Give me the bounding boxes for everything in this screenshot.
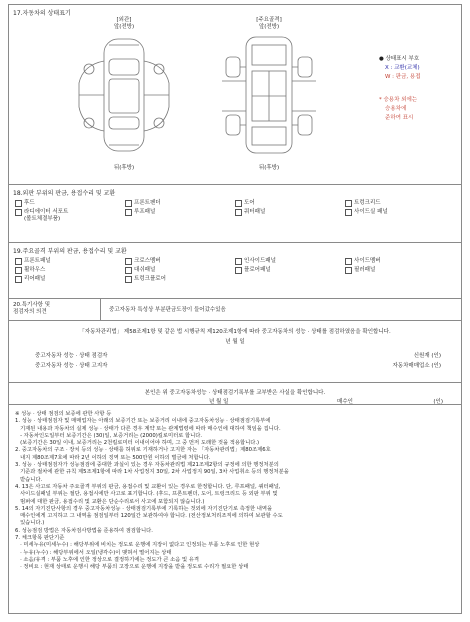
legend-note-2: 승용차에 [385,106,407,112]
note-line: 있습니다.) [15,520,45,527]
issue-statement: 본인은 위 중고자동차성능 · 상태점검기록부를 교부받은 사실을 확인합니다. [144,390,326,396]
checkbox[interactable] [345,267,352,274]
notifier-label: 중고자동차 성능 · 상태 고지자 [35,363,108,369]
note-line: 매수인에게 고지하고 그 내역을 점검일부터 120일간 보관하여야 합니다. (전산정보처리조직에 의하여 보관할 수도 [15,513,283,520]
exterior-front-label: 앞(전방) [113,24,135,30]
section-18-exterior-panels [8,184,462,242]
note-line: 기준과 절차에 관한 규칙 제5조제1항에 따라 1차 사업정지 30일, 2차 사업정지 90일, 3차 사업취소 등의 행정처분을 [15,469,289,476]
warranty-notes [8,404,462,614]
checkbox[interactable] [15,209,22,216]
note-line: 기재된 내용과 자동차의 실제 성능 · 상태가 다른 경우 계약 또는 관계법령에 따라 매수인에 대하여 책임을 집니다. [15,425,281,432]
check-item[interactable]: 프론트펜더 [125,200,235,207]
notifier-name: 자동차매매업소 (인) [392,363,441,369]
checkbox[interactable] [345,209,352,216]
check-item[interactable]: 리어패널 [15,276,125,283]
section-18-checklist [9,200,461,223]
legend-w: W : 판금, 용접 [385,74,421,80]
buyer-seal: (인) [433,399,443,405]
check-item[interactable]: 루프패널 [125,209,235,223]
car-exterior-icon [69,31,179,161]
checkbox[interactable] [15,200,22,207]
certification-statement: 「자동차관리법」 제58조제1항 및 같은 법 시행규칙 제120조제1항에 따라 중고자동차의 성능 · 상태를 점검하였음을 확인합니다. [79,329,391,335]
note-line: ※ 성능 · 상태 점검의 보증에 관한 사항 등 [15,411,112,417]
note-line: 6. 성능점검 방법은 자동차검사방법을 준용하여 점검합니다. [15,527,153,534]
note-line: · 미세누유(미세누수) : 해당부위에 비치는 정도로 운행에 지장이 없다고 인정되는 부품 노후로 인한 현상 [15,542,260,549]
section-17-vehicle-status [8,4,462,184]
legend-note-1: * 승용차 외에는 [379,97,418,103]
check-item[interactable]: 프론트패널 [15,258,125,265]
checkbox[interactable] [235,258,242,265]
check-item[interactable]: 인사이드패널 [235,258,345,265]
note-line: 받습니다. [15,476,43,483]
section-19-checklist [9,258,461,283]
note-line: 사이드실패널 부위는 절단, 용접시에만 사고로 표기합니다. (후드, 프론트펜더, 도어, 트렁크리드 등 외판 부위 및 [15,491,278,498]
exterior-rear-label: 뒤(후방) [113,165,135,171]
issue-date: 년 월 일 [209,399,229,405]
certification-date: 년 월 일 [225,339,245,345]
checkbox[interactable] [125,258,132,265]
checkbox[interactable] [125,276,132,283]
check-item[interactable]: 쿼터패널 [235,209,345,223]
note-line: 4. 13은 사고로 자동차 주요골격 부위의 판금, 용접수리 및 교환이 있는 경우로 한정합니다. 단, 루프패널, 쿼터패널, [15,483,281,490]
note-line: (보증기간은 30일 이내, 보증거리는 2천킬로미터 이내이어야 하며, 그 중 먼저 도래한 것을 적용합니다.) [15,440,260,447]
note-line: 7. 체크항목 판단기준 [15,535,65,542]
check-item[interactable]: 도어 [235,200,345,207]
note-line: - 자동차인도일부터 보증기간은 (30)일, 보증거리는 (2000)킬로미터로 합니다. [15,432,203,439]
checkbox[interactable] [345,258,352,265]
note-line: 범퍼에 대한 판금, 용접수리 및 교환은 단순수리로서 사고에 포함되지 않습니다.) [15,498,205,505]
checkbox[interactable] [345,200,352,207]
remarks-label: 20.특기사항 및 점검자의 의견 [9,299,101,320]
note-line: · 소음/유격 : 부품 노후에 인한 정상으로 결정하기에는 정도가 큰 소음 및 유격 [15,556,200,563]
check-item[interactable]: 대쉬패널 [125,267,235,274]
check-item[interactable]: 트렁크리드 [345,200,455,207]
checkbox[interactable] [235,267,242,274]
checkbox[interactable] [15,276,22,283]
checkbox[interactable] [125,209,132,216]
frame-diagram [214,17,324,171]
note-line: 5. 14의 자기진단사항의 경우 중고자동차성능 · 상태점검기록부에 기록하는 것외에 자기진단기로 측정한 내역을 [15,505,273,512]
buyer-label: 매수인 [337,399,353,405]
note-line: · 정비요 : 현재 상태로 운행시 해당 부품의 고장으로 운행에 지장을 받을 정도로 수리가 필요한 상태 [15,564,249,571]
section-18-title: 18.외판 부위의 판금, 용접수리 및 교환 [13,190,116,197]
checker-label: 중고자동차 성능 · 상태 점검자 [35,353,108,359]
checkbox[interactable] [125,267,132,274]
checkbox[interactable] [235,200,242,207]
legend-x: X : 교환(교체) [385,65,420,71]
checker-name: 신원재 (인) [413,353,441,359]
legend-note-3: 준하여 표시 [385,115,414,121]
check-item[interactable]: 라디에이터 서포트 (볼트체결부품) [15,209,125,223]
checkbox[interactable] [15,258,22,265]
check-item[interactable]: 휠하우스 [15,267,125,274]
section-19-frame-parts [8,242,462,298]
note-line: 내지 제80조제7호에 따라 2년 이하의 징역 또는 500만원 이하의 벌금에 처합니다. [15,454,211,461]
section-17-title: 17.자동차의 상태표기 [13,10,71,17]
checkbox[interactable] [125,200,132,207]
check-item[interactable]: 필러패널 [345,267,455,274]
frame-front-label: 앞(전방) [258,24,280,30]
check-item[interactable]: 후드 [15,200,125,207]
section-20-remarks [8,298,462,320]
certification-block [8,320,462,382]
note-line: 2. 중고자동차의 구조 · 장치 등의 성능 · 상태를 허위로 기재하거나 고지한 자는 「자동차관리법」제80조제6호 [15,447,271,454]
issue-confirmation [8,382,462,404]
section-19-title: 19.주요골격 부위의 판금, 용접수리 및 교환 [13,248,127,255]
frame-rear-label: 뒤(후방) [258,165,280,171]
frame-label: [주요골격] [256,17,282,23]
check-item[interactable]: 플로어패널 [235,267,345,274]
remarks-value: 중고자동차 특성상 부분판금도장이 들어갔수있음 [109,307,226,313]
car-frame-icon [214,31,324,161]
status-legend [379,55,421,123]
check-item[interactable]: 사이드멤버 [345,258,455,265]
exterior-diagram [69,17,179,171]
exterior-label: [외관] [116,17,132,23]
check-item[interactable]: 트렁크플로어 [125,276,235,283]
checkbox[interactable] [15,267,22,274]
check-item[interactable]: 사이드실 패널 [345,209,455,223]
check-item[interactable]: 크로스멤버 [125,258,235,265]
note-line: 1. 성능 · 상태점검자 및 매매업자는 아래의 보증기간 또는 보증거리 이내에 중고자동차성능 · 상태점검기록부에 [15,418,271,425]
note-line: 3. 성능 · 상태점검자가 성능점검에 중대한 과실이 있는 경우 자동차관리법 제21조제2항의 규정에 의한 행정처분의 [15,462,279,469]
checkbox[interactable] [235,209,242,216]
legend-title: ● 상태표시 부호 [379,56,420,62]
note-line: · 누유(누수) : 해당부위에서 오일(냉각수)이 맺혀서 떨어지는 상태 [15,549,172,556]
